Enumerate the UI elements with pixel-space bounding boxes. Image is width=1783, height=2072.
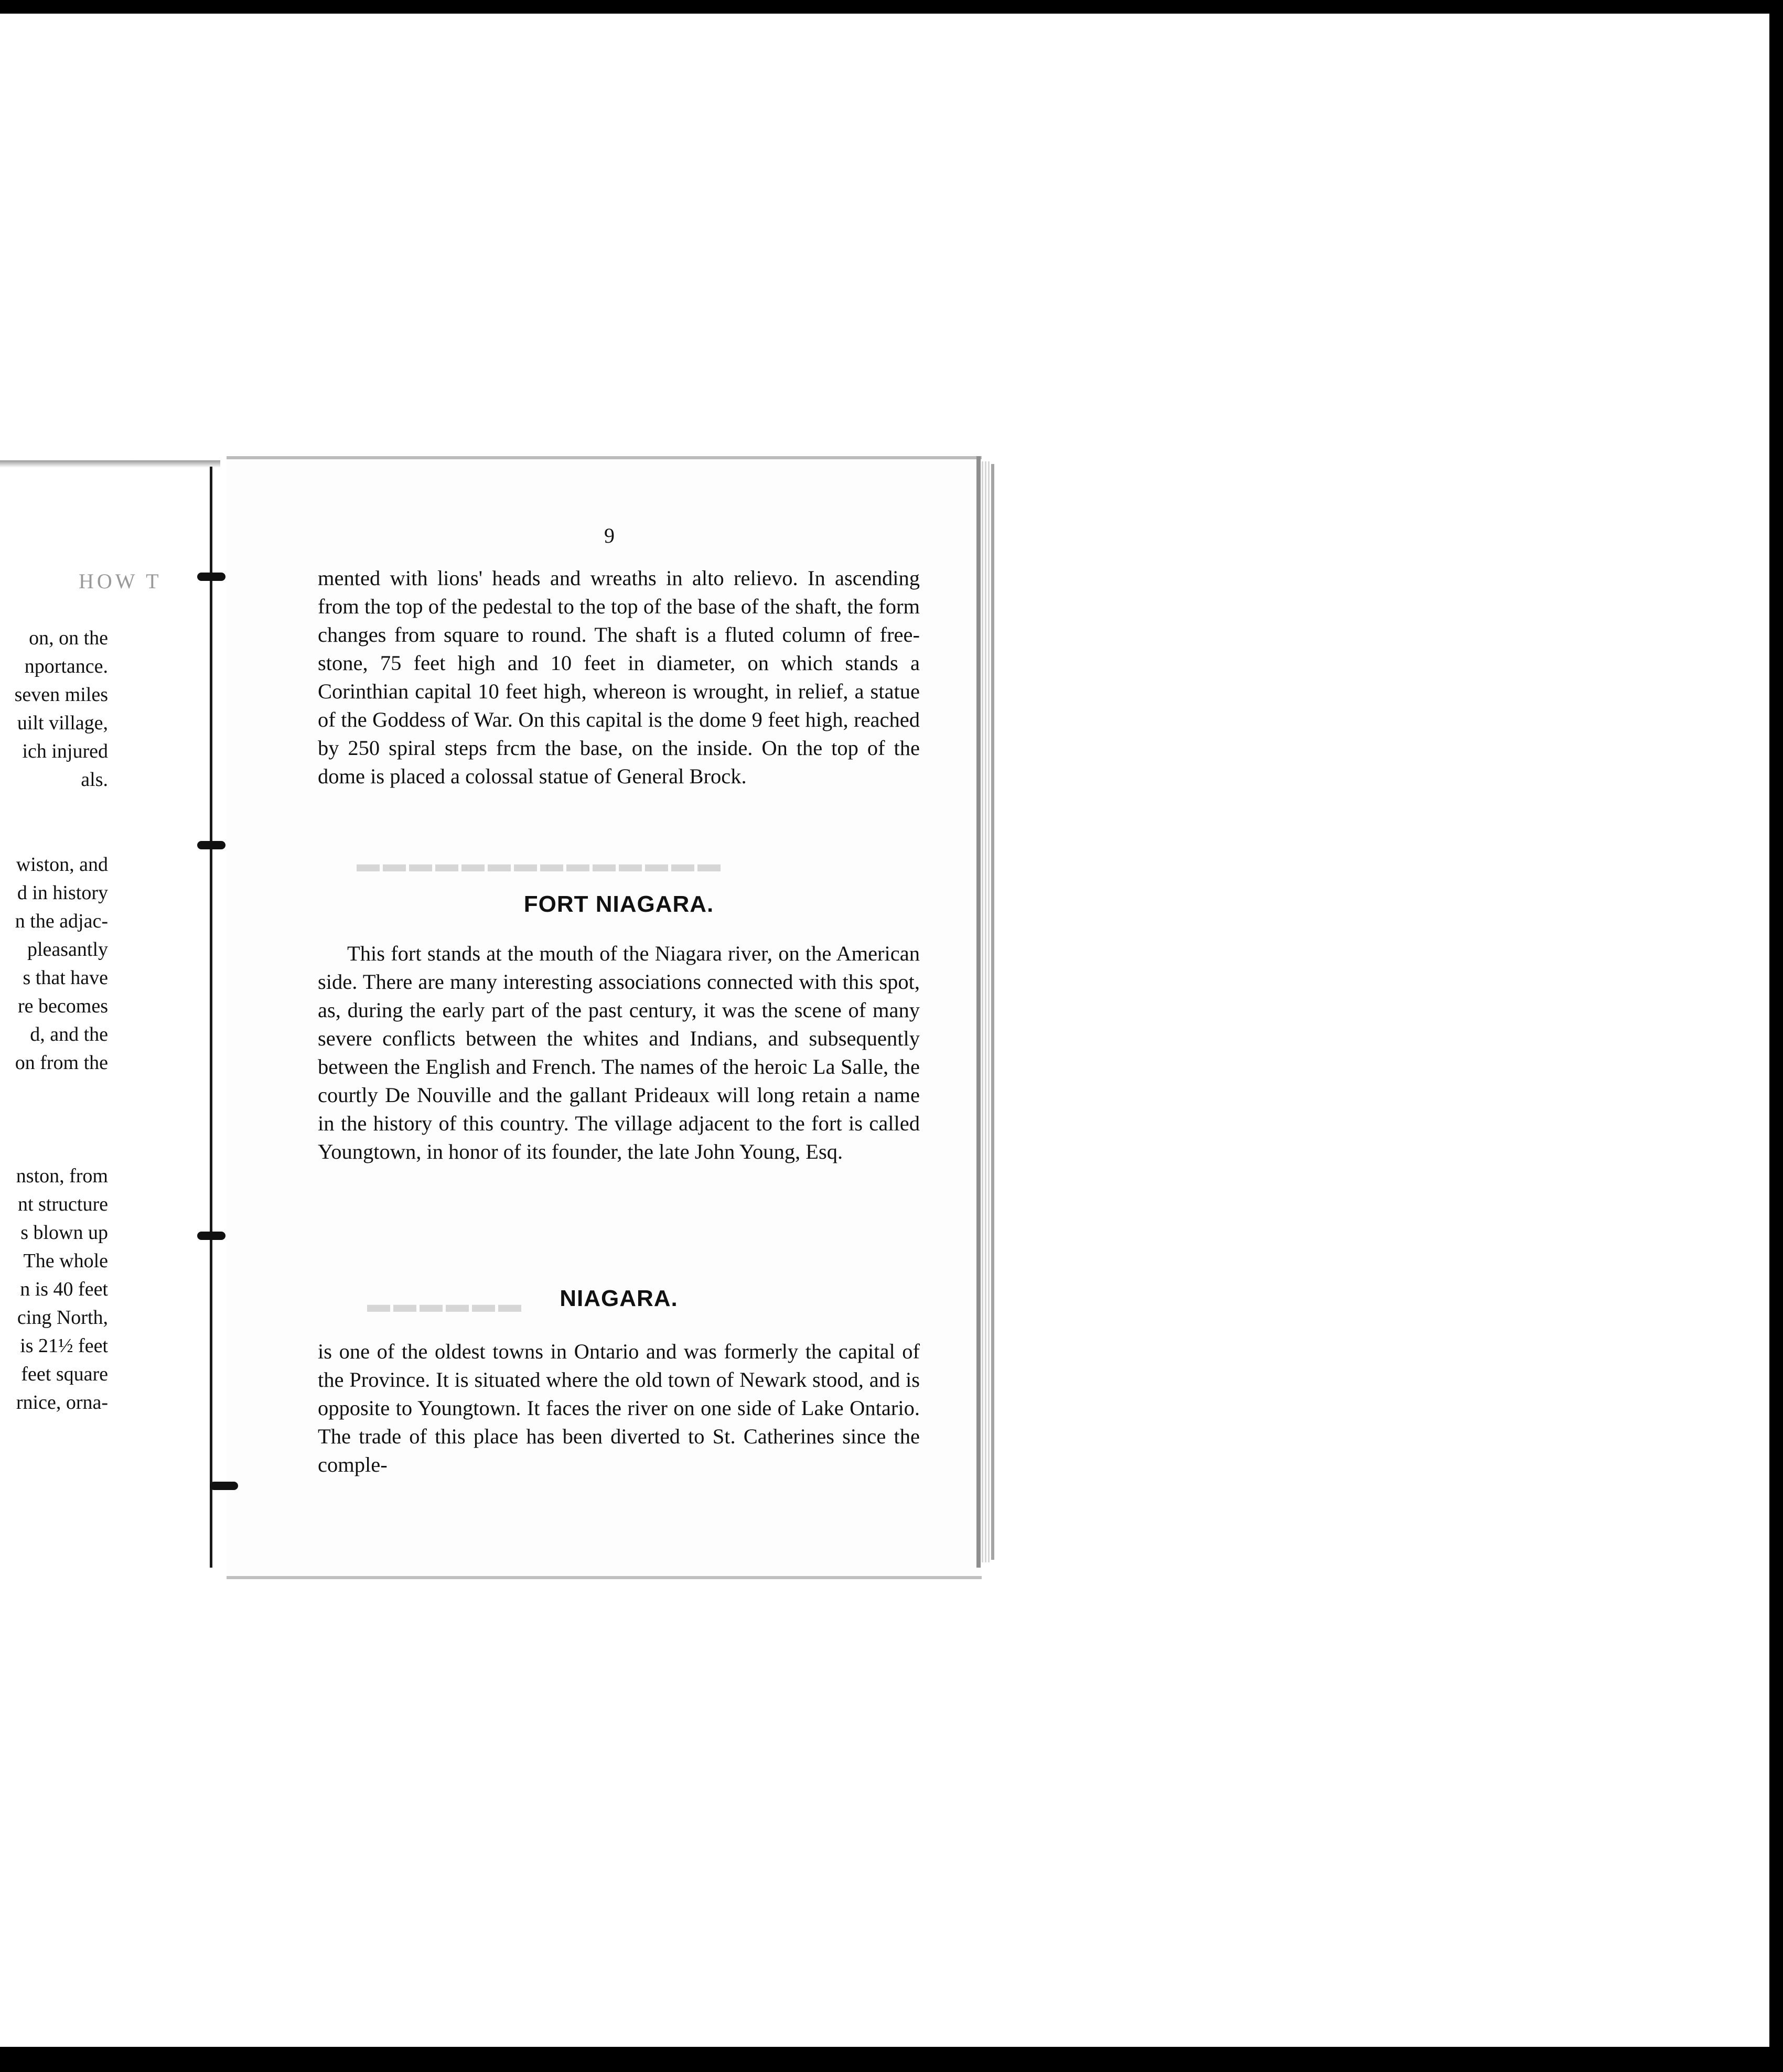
paragraph-niagara [318, 1337, 920, 1479]
left-line: on from the [15, 1052, 108, 1074]
left-line: The whole [23, 1250, 108, 1272]
binding-stitch [197, 841, 225, 849]
heading-fort-niagara: FORT NIAGARA. [523, 891, 714, 917]
scan-border-right [1769, 0, 1783, 2072]
show-through-text: ▬▬▬▬▬▬▬▬▬▬▬▬▬▬ [357, 851, 724, 877]
left-line: uilt village, [17, 712, 108, 734]
paragraph-fort-niagara [318, 940, 920, 1166]
heading-niagara: NIAGARA. [560, 1286, 678, 1311]
show-through-text: ▬▬▬▬▬▬ [367, 1291, 524, 1317]
left-line: n the adjac- [15, 910, 108, 932]
left-line: d in history [17, 882, 108, 904]
left-line: seven miles [14, 684, 108, 706]
page-edge [976, 456, 981, 1568]
binding-stitch [210, 1482, 238, 1490]
scan-border-top [0, 0, 1783, 14]
paragraph-text: This fort stands at the mouth of the Niagara river, on the American side. There are many interesting associations connected with this spot, as, during the early part of the past century, it was the scene of many severe conflicts between the whites and Indians, and subsequently between the English and French. The names of the heroic La Salle, the courtly De Nouville and the gallant Prideaux will long retain a name in the history of this country. The village adjacent to the fort is called Youngtown, in honor of its founder, the late John Young, Esq. [318, 942, 920, 1163]
left-line: feet square [21, 1363, 108, 1385]
left-line: s that have [23, 967, 108, 989]
left-line: re becomes [18, 995, 108, 1017]
left-page-text [0, 624, 108, 1417]
left-line: d, and the [30, 1023, 108, 1045]
binding-thread [210, 467, 212, 1568]
left-line: s blown up [20, 1222, 108, 1244]
left-page-edge-shadow [0, 460, 220, 468]
page-edge-outer [991, 464, 994, 1560]
left-line: wiston, and [16, 854, 108, 876]
left-line: ich injured [22, 740, 108, 762]
left-line: nt structure [17, 1193, 108, 1215]
page-stack-edge [982, 461, 991, 1562]
left-line: is 21½ feet [20, 1335, 108, 1357]
binding-stitch [197, 573, 225, 581]
left-line: nportance. [24, 655, 108, 677]
left-line: n is 40 feet [20, 1278, 108, 1300]
left-line: nston, from [16, 1165, 108, 1187]
binding-stitch [197, 1232, 225, 1240]
left-line: als. [81, 769, 108, 791]
left-line: pleasantly [27, 938, 108, 961]
paragraph-brock-monument [318, 564, 920, 791]
paragraph-text: is one of the oldest towns in Ontario and was formerly the capital of the Province. It is situated where the old town of Newark stood, and is opposite to Youngtown. It faces the river on one side of Lake Ontario. The trade of this place has been diverted to St. Catherines since the comple- [318, 1340, 920, 1476]
left-line: cing North, [17, 1307, 108, 1329]
scan-border-bottom [0, 2047, 1783, 2072]
left-line: on, on the [29, 627, 108, 649]
left-running-head: HOW T [79, 569, 162, 593]
left-line: rnice, orna- [16, 1391, 108, 1413]
paragraph-text: mented with lions' heads and wreaths in alto relievo. In ascending from the top of the pedestal to the top of the base of the shaft, the form changes from square to round. The shaft is a fluted column of free-stone, 75 feet high and 10 feet in diameter, on which stands a Corinthian capital 10 feet high, whereon is wrought, in relief, a statue of the Goddess of War. On this capital is the dome 9 feet high, reached by 250 spiral steps frcm the base, on the inside. On the top of the dome is placed a colossal statue of General Brock. [318, 566, 920, 788]
page-number: 9 [604, 524, 615, 547]
